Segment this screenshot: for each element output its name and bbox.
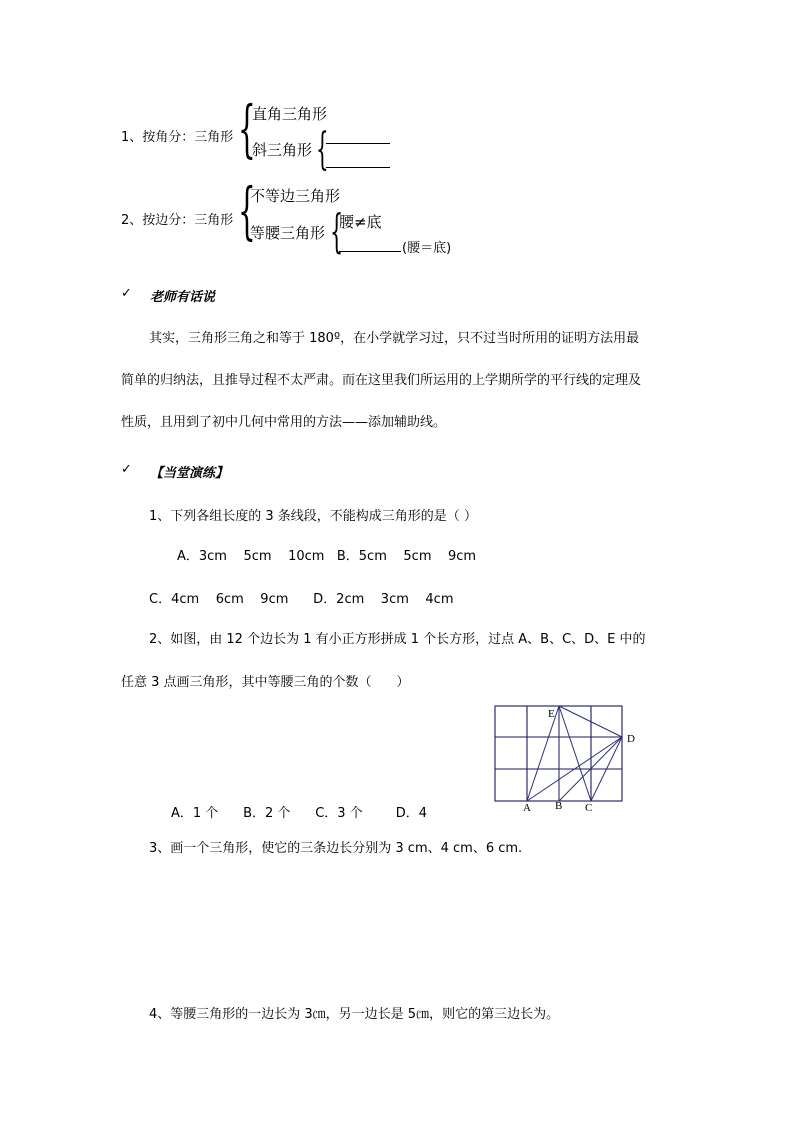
q1-options-ab: A．3cm 5cm 10cm B．5cm 5cm 9cm	[177, 549, 477, 564]
q1-stem: 1、下列各组长度的 3 条线段，不能构成三角形的是（ ）	[149, 509, 477, 524]
practice-title: 【当堂演练】	[150, 466, 229, 481]
oblique-triangle-label: 斜三角形	[252, 141, 313, 159]
point-label-C: C	[585, 802, 593, 814]
waist-eq-base: (腰＝底)	[402, 241, 452, 256]
point-label-D: D	[627, 733, 635, 745]
teacher-title: 老师有话说	[150, 290, 216, 305]
q2-options: A．1 个 B．2 个 C．3 个 D．4	[171, 806, 428, 821]
grid-figure	[490, 700, 650, 820]
scalene-label: 不等边三角形	[250, 187, 341, 205]
by-side-brace: {	[238, 174, 256, 247]
q3-stem: 3、画一个三角形，使它的三条边长分别为 3 cm、4 cm、6 cm.	[149, 841, 523, 856]
check-icon: ✓	[121, 462, 132, 477]
point-label-B: B	[555, 800, 563, 812]
blank-equilateral	[339, 251, 401, 252]
segment-EC	[559, 706, 591, 801]
point-label-A: A	[523, 802, 531, 814]
point-label-E: E	[548, 708, 555, 720]
blank-acute	[326, 143, 390, 144]
oblique-brace: {	[316, 124, 329, 175]
q2-stem-line-1: 2、如图，由 12 个边长为 1 有小正方形拼成 1 个长方形，过点 A、B、C、D、E 中的	[149, 632, 646, 647]
by-angle-brace: {	[238, 92, 256, 165]
teacher-line-2: 简单的归纳法，且推导过程不太严肃。而在这里我们所运用的上学期所学的平行线的定理及	[121, 373, 642, 388]
isosceles-brace: {	[330, 204, 344, 258]
right-triangle-label: 直角三角形	[252, 105, 328, 123]
check-icon: ✓	[121, 286, 132, 301]
by-side-label: 2、按边分：三角形	[121, 213, 234, 228]
segment-EA	[527, 706, 559, 801]
teacher-line-1: 其实，三角形三角之和等于 180º，在小学就学习过，只不过当时所用的证明方法用最	[149, 331, 640, 346]
isosceles-label: 等腰三角形	[250, 224, 326, 242]
q4-stem: 4、等腰三角形的一边长为 3㎝，另一边长是 5㎝，则它的第三边长为。	[149, 1007, 560, 1022]
waist-neq-base: 腰≠底	[339, 213, 382, 231]
blank-obtuse	[326, 167, 390, 168]
q2-stem-line-2: 任意 3 点画三角形，其中等腰三角的个数（ ）	[121, 675, 410, 690]
q1-options-cd: C．4cm 6cm 9cm D．2cm 3cm 4cm	[149, 592, 454, 607]
teacher-line-3: 性质，且用到了初中几何中常用的方法——添加辅助线。	[121, 415, 447, 430]
by-angle-label: 1、按角分：三角形	[121, 130, 234, 145]
